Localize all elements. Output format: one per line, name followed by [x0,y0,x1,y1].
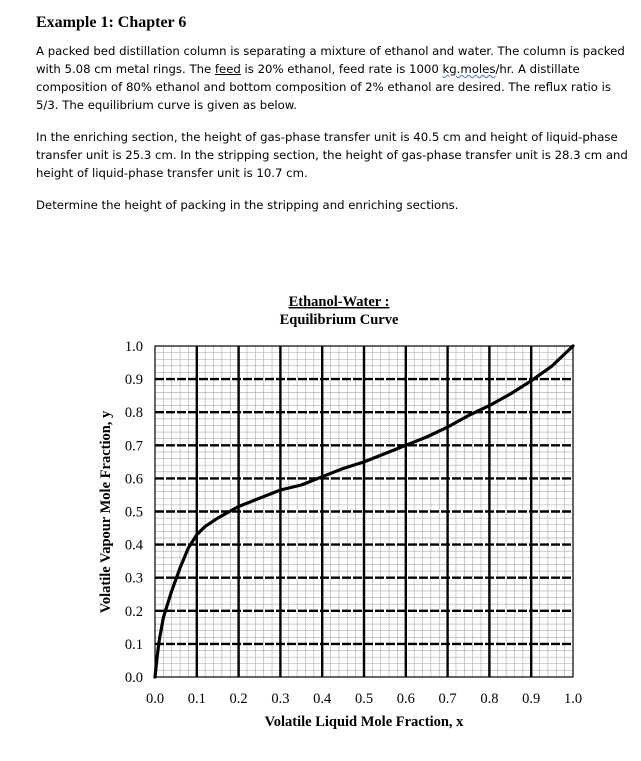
feed-word: feed [214,62,241,76]
p1-text-c: /hr. A distillate composition of 80% ethanol and bottom composition of 2% ethanol are desired. The reflux ratio is 5/3. The equilibrium curve is given as below. [36,62,612,112]
x-tick-label: 0.0 [145,691,165,707]
x-tick-label: 0.2 [229,691,248,707]
y-tick-label: 0.2 [124,603,143,620]
x-tick-label: 0.4 [313,691,332,707]
x-tick-label: 1.0 [563,691,583,707]
y-tick-labels [125,339,144,686]
p1-text-b: is 20% ethanol, feed rate is 1000 [240,62,443,76]
x-tick-labels [146,691,582,707]
y-tick-label: 0.9 [124,372,143,389]
y-tick-label: 0.0 [124,670,143,686]
unit-word: kg.moles [442,62,496,76]
y-tick-label: 0.1 [124,636,143,653]
chart-title-line2: Equilibrium Curve [279,312,399,328]
x-tick-label: 0.6 [396,691,415,707]
problem-paragraph-3: Determine the height of packing in the stripping and enriching sections. [36,198,459,212]
x-tick-label: 0.8 [480,691,499,707]
problem-paragraph-2: In the enriching section, the height of gas-phase transfer unit is 40.5 cm and height of liquid-phase transfer unit is 25.3 cm. In the stripping section, the height of gas-phase transfer unit is 28.3 cm and height of liquid-phase transfer unit is 10.7 cm. [36,130,628,180]
y-tick-label: 0.5 [124,504,143,521]
x-tick-label: 0.9 [522,691,541,707]
y-tick-label: 0.8 [124,405,143,422]
p1-text-a: A packed bed distillation column is separating a mixture of ethanol and water. The column is packed with 5.08 cm metal rings. The [36,44,625,76]
y-tick-label: 0.6 [124,471,143,488]
y-tick-label: 0.7 [124,438,143,455]
x-axis-label: Volatile Liquid Mole Fraction, x [264,714,464,730]
chart-title-line1: Ethanol-Water : [288,294,390,310]
x-tick-label: 0.7 [438,691,457,707]
y-tick-label: 0.3 [124,570,143,587]
x-tick-label: 0.5 [354,691,374,707]
x-tick-label: 0.3 [271,691,290,707]
example-heading: Example 1: Chapter 6 [36,14,187,31]
y-tick-label: 0.4 [124,537,143,554]
y-axis-label: Volatile Vapour Mole Fraction, y [98,410,114,614]
x-tick-label: 0.1 [187,691,206,707]
y-tick-label: 1.0 [124,339,143,355]
